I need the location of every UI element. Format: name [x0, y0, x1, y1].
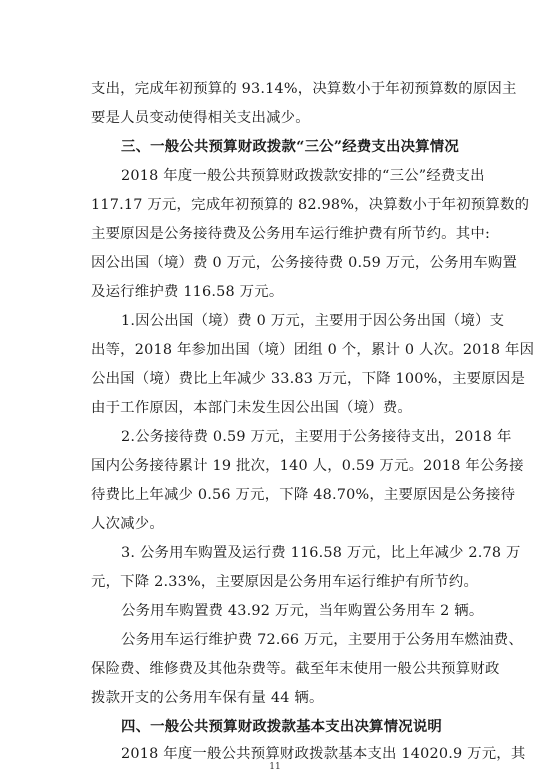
body-text-line: 1.因公出国（境）费 0 万元，主要用于因公务出国（境）支	[121, 313, 505, 329]
body-text-line: 因公出国（境）费 0 万元，公务接待费 0.59 万元，公务用车购置	[91, 255, 518, 271]
body-text-line: 2018 年度一般公共预算财政拨款基本支出 14020.9 万元，其	[121, 746, 526, 762]
body-text-line: 拨款开支的公务用车保有量 44 辆。	[91, 690, 324, 706]
body-text-line: 元，下降 2.33%，主要原因是公务用车运行维护有所节约。	[91, 574, 479, 590]
page-number: 11	[269, 762, 281, 772]
body-text-line: 由于工作原因，本部门未发生因公出国（境）费。	[91, 400, 412, 416]
body-text-line: 要是人员变动使得相关支出减少。	[91, 110, 310, 126]
section-heading: 四、一般公共预算财政拨款基本支出决算情况说明	[121, 718, 442, 735]
body-text-line: 国内公务接待累计 19 批次，140 人，0.59 万元。2018 年公务接	[91, 458, 524, 474]
body-text-line: 待费比上年减少 0.56 万元，下降 48.70%，主要原因是公务接待	[91, 487, 516, 503]
body-text-line: 117.17 万元，完成年初预算的 82.98%，决算数小于年初预算数的	[91, 197, 530, 213]
body-text-line: 公务用车购置费 43.92 万元，当年购置公务用车 2 辆。	[121, 603, 484, 619]
body-text-line: 保险费、维修费及其他杂费等。截至年末使用一般公共预算财政	[91, 661, 500, 677]
body-text-line: 2018 年度一般公共预算财政拨款安排的“三公”经费支出	[121, 168, 485, 184]
body-text-line: 人次减少。	[91, 516, 164, 532]
body-text-line: 及运行维护费 116.58 万元。	[91, 284, 284, 300]
body-text-line: 3. 公务用车购置及运行费 116.58 万元，比上年减少 2.78 万	[121, 545, 521, 561]
body-text-line: 2.公务接待费 0.59 万元，主要用于公务接待支出，2018 年	[121, 429, 512, 445]
body-text-line: 出等，2018 年参加出国（境）团组 0 个，累计 0 人次。2018 年因	[91, 342, 535, 358]
body-text-line: 主要原因是公务接待费及公务用车运行维护费有所节约。其中:	[91, 226, 490, 242]
body-text-line: 公出国（境）费比上年减少 33.83 万元，下降 100%，主要原因是	[91, 371, 526, 387]
body-text-line: 支出，完成年初预算的 93.14%，决算数小于年初预算数的原因主	[91, 81, 517, 97]
body-text-line: 公务用车运行维护费 72.66 万元，主要用于公务用车燃油费、	[121, 632, 523, 648]
section-heading: 三、一般公共预算财政拨款“三公”经费支出决算情况	[121, 138, 459, 155]
